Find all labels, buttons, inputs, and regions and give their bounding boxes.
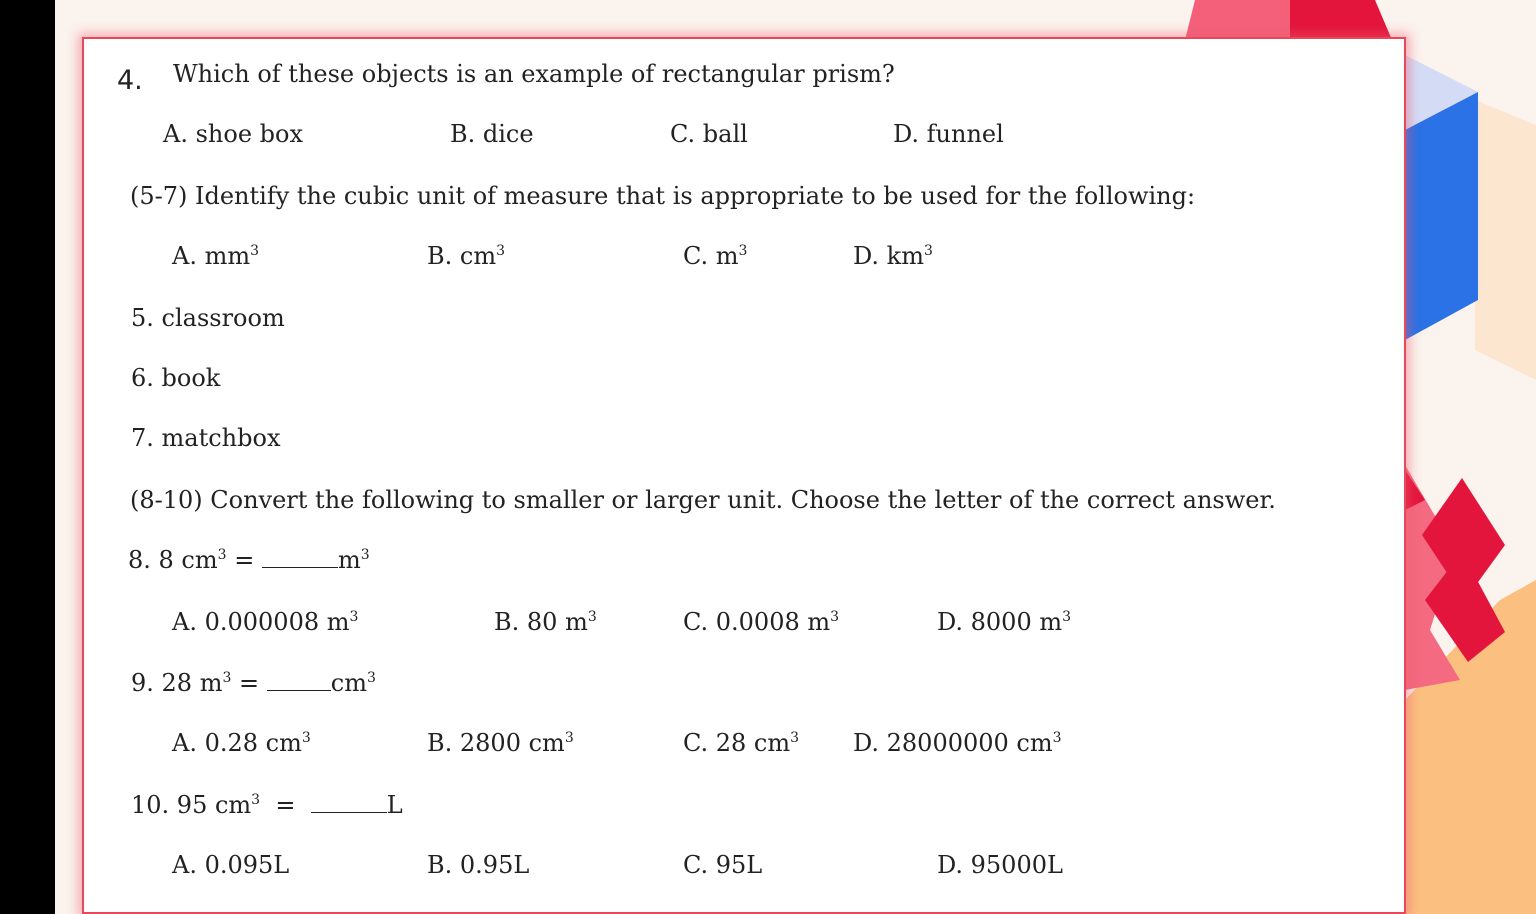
q9-option-c: C. 28 $cm^3$ — [683, 729, 800, 757]
q10-option-b: B. 0.95L — [427, 851, 530, 879]
question-8: 8. 8 $cm^3 = m^3$ — [128, 546, 370, 574]
q10-option-c: C. 95L — [683, 851, 763, 879]
unit-option-a: A. $mm^3$ — [172, 242, 260, 270]
answer-blank — [262, 566, 338, 568]
peach-shape-top — [1475, 100, 1536, 380]
lavender-face — [1405, 55, 1478, 130]
q9-option-a: A. 0.28 $cm^3$ — [172, 729, 311, 757]
question-4-text: Which of these objects is an example of rectangular prism? — [173, 60, 895, 88]
item-6: 6. book — [131, 364, 221, 392]
unit-option-b: B. $cm^3$ — [427, 242, 506, 270]
q8-option-c: C. 0.0008 $m^3$ — [683, 608, 840, 636]
red-block-top — [1290, 0, 1392, 40]
blue-face — [1405, 92, 1478, 340]
item-5: 5. classroom — [131, 304, 285, 332]
red-diamond-1 — [1422, 478, 1505, 600]
unit-option-d: D. $km^3$ — [853, 242, 933, 270]
pink-block-top — [1185, 0, 1300, 40]
red-wedge — [1405, 60, 1418, 100]
q4-option-d: D. funnel — [893, 120, 1004, 148]
q8-option-a: A. 0.000008 $m^3$ — [172, 608, 359, 636]
q8-option-d: D. 8000 $m^3$ — [937, 608, 1072, 636]
red-wedge-small — [1405, 470, 1425, 510]
q9-option-d: D. 28000000 $cm^3$ — [853, 729, 1062, 757]
left-black-bar — [0, 0, 55, 914]
pink-block-right — [1405, 465, 1460, 690]
peach-shape-bottom — [1405, 580, 1536, 914]
question-9: 9. 28 $m^3 = cm^3$ — [131, 669, 376, 697]
question-10: 10. 95 $cm^3 = L$ — [131, 791, 403, 819]
q4-option-b: B. dice — [450, 120, 534, 148]
item-7: 7. matchbox — [131, 424, 281, 452]
unit-option-c: C. $m^3$ — [683, 242, 748, 270]
worksheet-card — [82, 37, 1406, 914]
q8-option-b: B. 80 $m^3$ — [494, 608, 597, 636]
q4-option-c: C. ball — [670, 120, 748, 148]
q5-7-instruction: (5-7) Identify the cubic unit of measure that is appropriate to be used for the following: — [130, 182, 1196, 210]
q9-option-b: B. 2800 $cm^3$ — [427, 729, 574, 757]
q8-10-instruction: (8-10) Convert the following to smaller or larger unit. Choose the letter of the correct answer. — [130, 486, 1276, 514]
red-diamond-2 — [1425, 552, 1505, 662]
q10-option-d: D. 95000L — [937, 851, 1063, 879]
answer-blank — [311, 811, 387, 813]
q4-option-a: A. shoe box — [163, 120, 303, 148]
answer-blank — [267, 689, 331, 691]
question-4-number: 4. — [117, 65, 143, 96]
q10-option-a: A. 0.095L — [172, 851, 290, 879]
